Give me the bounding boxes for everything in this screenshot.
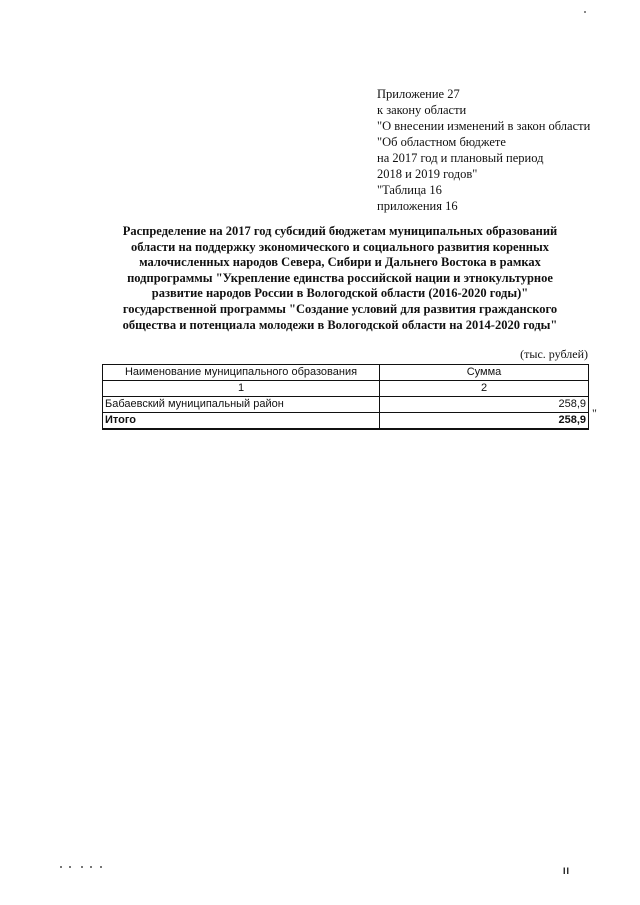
amount-value: 258,9: [380, 397, 589, 413]
appendix-line: приложения 16: [377, 199, 458, 213]
title-line: государственной программы "Создание условий для развития гражданского: [122, 301, 558, 316]
appendix-reference: [377, 86, 617, 214]
appendix-line: "Об областном бюджете: [377, 135, 506, 149]
column-number-row: [103, 381, 589, 397]
appendix-line: на 2017 год и плановый период: [377, 151, 544, 165]
total-row: [103, 413, 589, 430]
title-line: малочисленных народов Севера, Сибири и Дальнего Востока в рамках: [139, 255, 541, 270]
appendix-line: "Таблица 16: [377, 183, 442, 197]
title-line: общества и потенциала молодежи в Вологодской области на 2014-2020 годы": [122, 317, 558, 332]
total-amount: 258,9: [380, 413, 589, 430]
units-label: (тыс. рублей): [520, 347, 588, 361]
scan-speck: [584, 11, 586, 13]
document-title: [110, 224, 570, 333]
title-line: области на поддержку экономического и социального развития коренных: [130, 239, 549, 254]
title-line: Распределение на 2017 год субсидий бюджетам муниципальных образований: [122, 224, 558, 238]
column-number-2: 2: [380, 381, 589, 397]
municipality-name: Бабаевский муниципальный район: [103, 397, 380, 413]
page-mark: II: [563, 866, 571, 876]
scan-dots: [60, 866, 110, 870]
closing-quote: ": [592, 406, 597, 420]
header-amount: Сумма: [380, 365, 589, 381]
column-number-1: 1: [103, 381, 380, 397]
table-header-row: [103, 365, 589, 381]
subsidy-table: [102, 364, 589, 430]
title-line: развитие народов России в Вологодской области (2016-2020 годы)": [151, 286, 529, 301]
table-row: [103, 397, 589, 413]
appendix-line: 2018 и 2019 годов": [377, 167, 478, 181]
appendix-line: Приложение 27: [377, 87, 460, 101]
title-line: подпрограммы "Укрепление единства российской нации и этнокультурное: [127, 270, 553, 285]
appendix-line: к закону области: [377, 103, 467, 117]
header-municipality: Наименование муниципального образования: [103, 365, 380, 381]
total-label: Итого: [103, 413, 380, 430]
appendix-line: "О внесении изменений в закон области: [377, 119, 591, 133]
